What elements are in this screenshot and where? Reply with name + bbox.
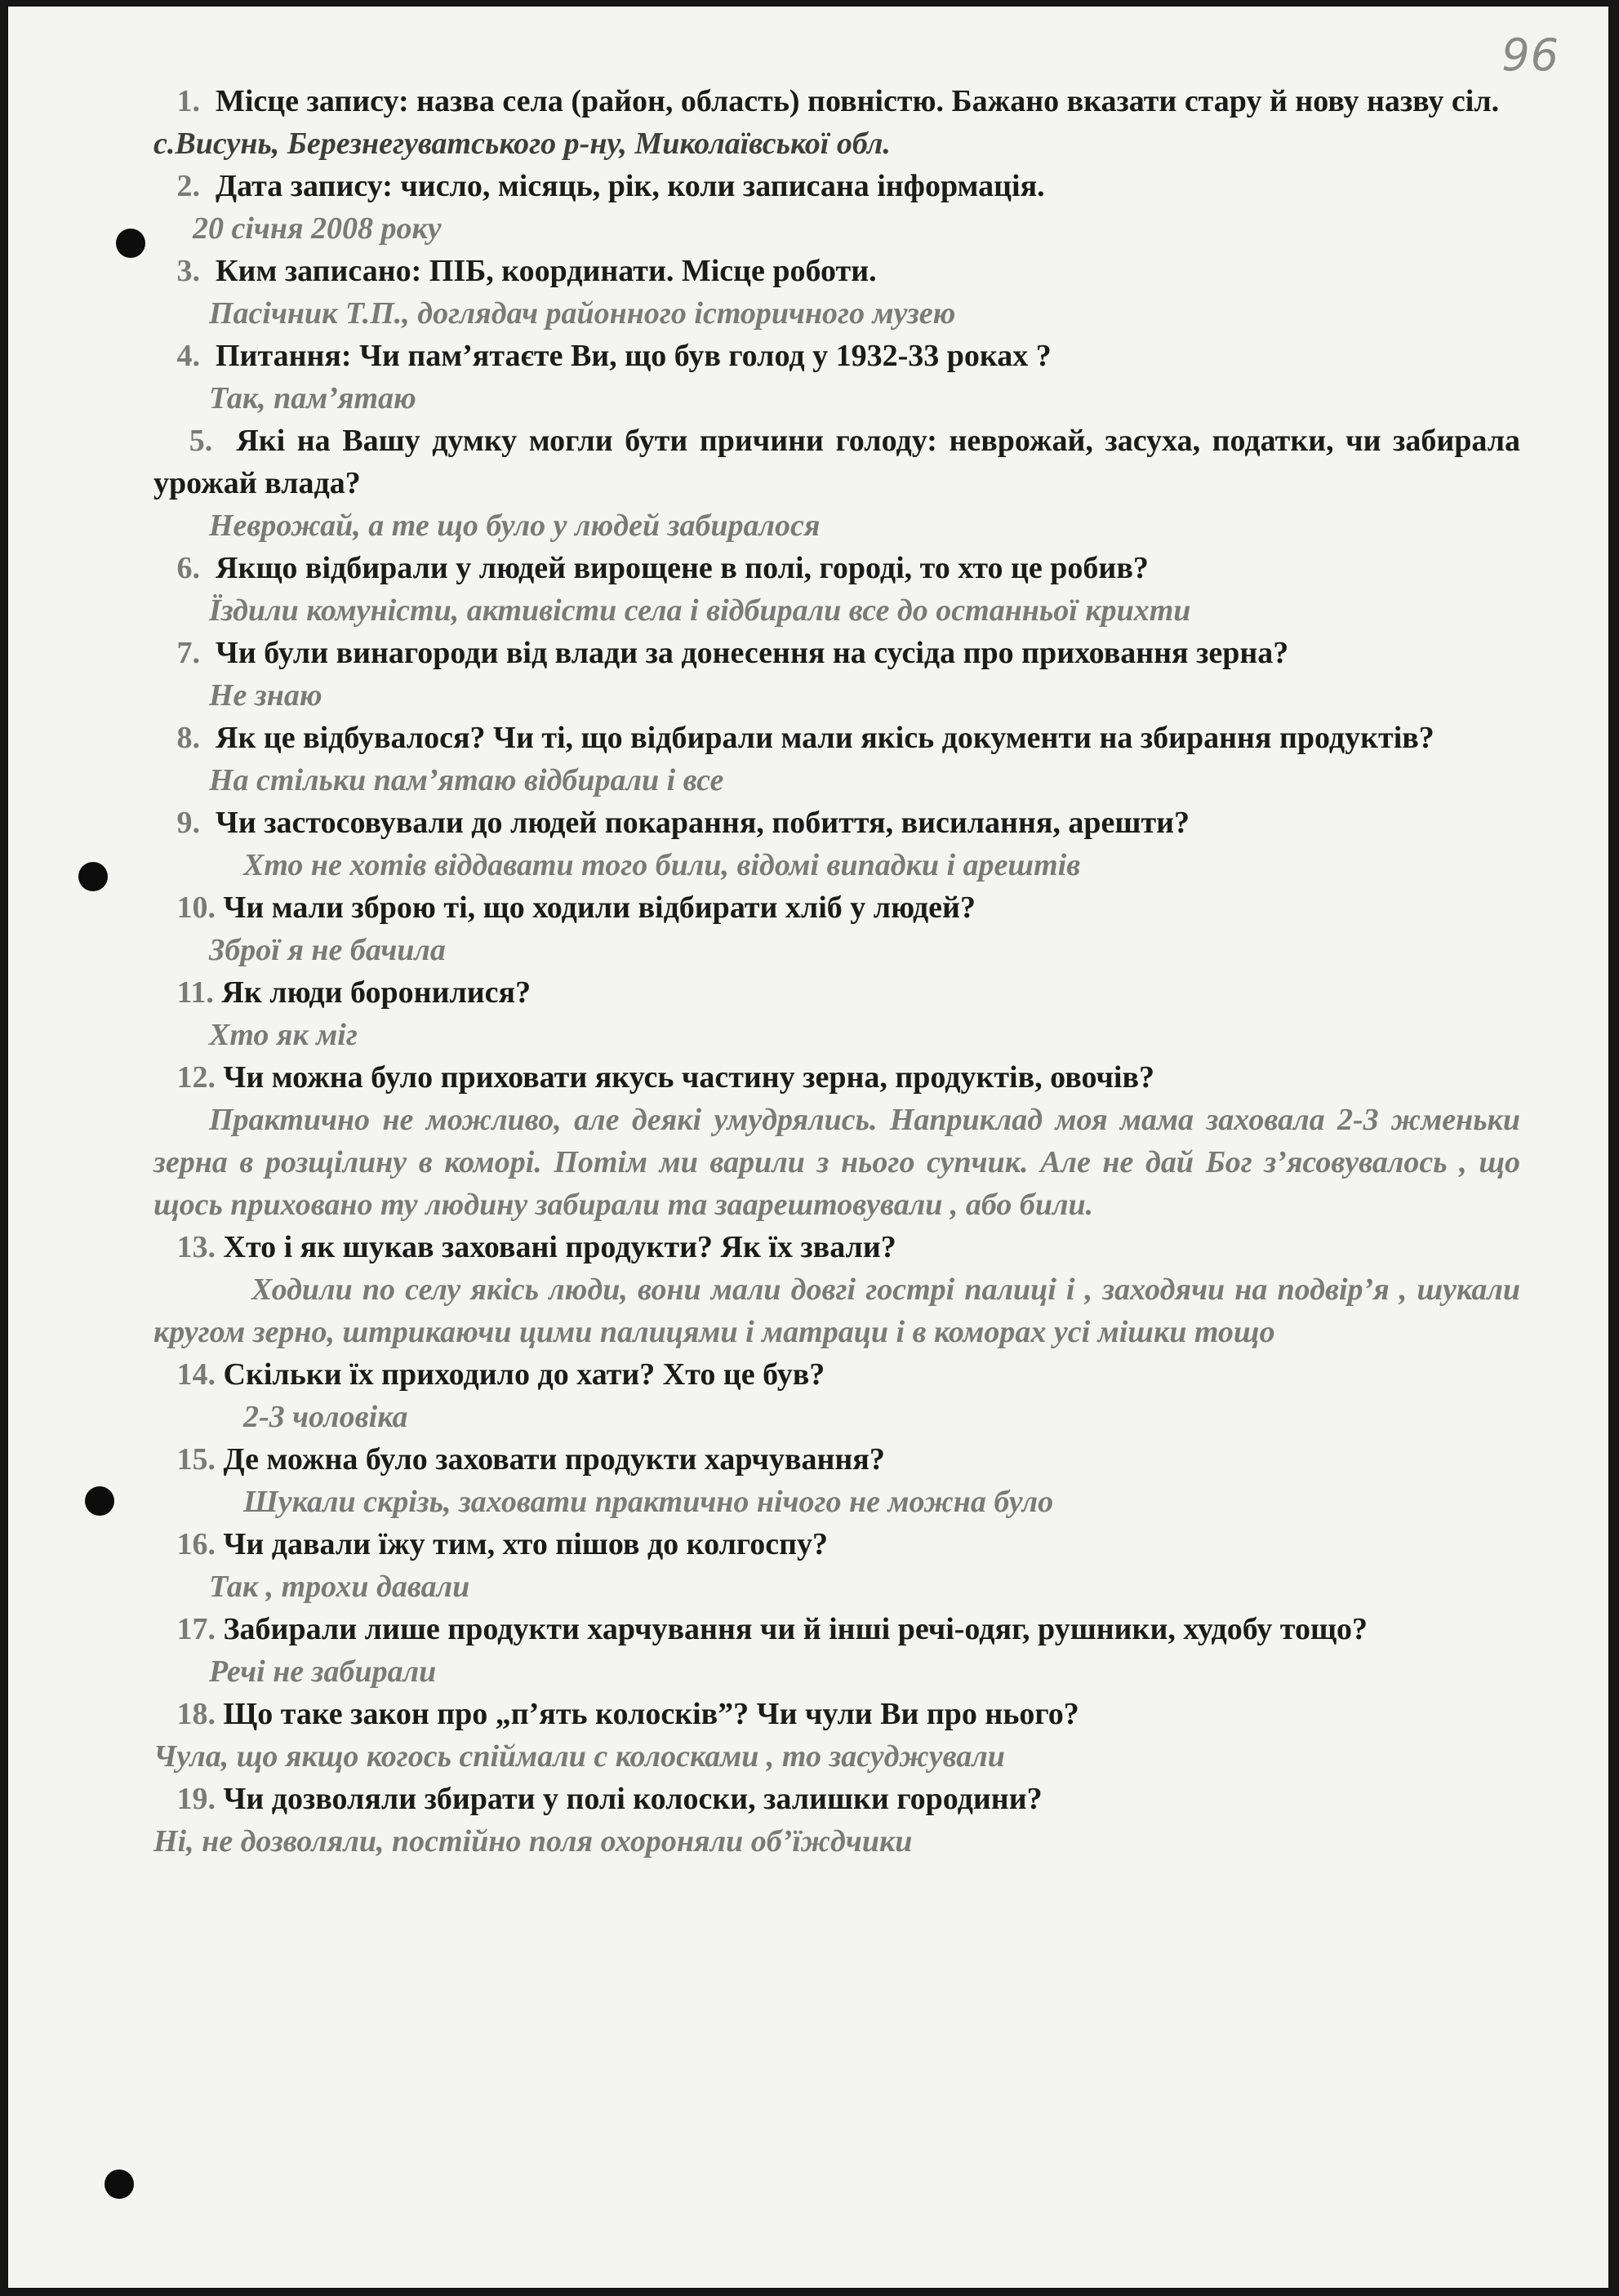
answer-16: Так , трохи давали <box>209 1570 470 1604</box>
answer-8: На стільки пам’ятаю відбирали і все <box>209 763 724 797</box>
page-number: 96 <box>1501 29 1559 81</box>
question-19: 19. Чи дозволяли збирати у полі колоски, залишки городини? <box>176 1782 1043 1816</box>
answer-14: 2-3 чоловіка <box>243 1400 408 1434</box>
question-2: 2. Дата запису: число, місяць, рік, коли записана інформація. <box>176 169 1045 203</box>
answer-4: Так, пам’ятаю <box>209 381 416 415</box>
answer-10: Зброї я не бачила <box>209 933 446 967</box>
answer-9: Хто не хотів віддавати того били, відомі випадки і арештів <box>243 848 1081 882</box>
answer-17: Речі не забирали <box>209 1654 437 1689</box>
answer-5: Неврожай, а те що було у людей забиралося <box>209 508 821 543</box>
question-16: 16. Чи давали їжу тим, хто пішов до колгоспу? <box>176 1527 828 1561</box>
question-6: 6. Якщо відбирали у людей вирощене в полі, городі, то хто це робив? <box>176 551 1149 585</box>
question-15: 15. Де можна було заховати продукти харчування? <box>176 1442 885 1477</box>
answer-13: Ходили по селу якісь люди, вони мали довгі гострі палиці і , заходячи на подвір’я , шукали кругом зерно, штрикаючи цими палицями і матраци і в коморах усі мішки тощо <box>153 1272 1520 1349</box>
question-1: 1. Місце запису: назва села (район, область) повністю. Бажано вказати стару й нову назву сіл. <box>176 84 1500 118</box>
answer-3: Пасічник Т.П., доглядач районного історичного музею <box>209 296 956 331</box>
question-9: 9. Чи застосовували до людей покарання, побиття, висилання, арешти? <box>176 806 1190 840</box>
answer-19: Ні, не дозволяли, постійно поля охороняли об’їждчики <box>153 1824 913 1859</box>
question-17: 17. Забирали лише продукти харчування чи й інші речі-одяг, рушники, худобу тощо? <box>176 1612 1368 1646</box>
answer-18: Чула, що якщо когось спіймали с колосками , то засуджували <box>153 1739 1005 1774</box>
answer-11: Хто як міг <box>209 1018 358 1052</box>
answer-7: Не знаю <box>209 678 322 713</box>
question-8: 8. Як це відбувалося? Чи ті, що відбирали мали якісь документи на збирання продуктів? <box>176 721 1434 755</box>
question-4: 4. Питання: Чи пам’ятаєте Ви, що був голод у 1932-33 роках ? <box>176 339 1052 373</box>
questionnaire <box>153 80 1520 1863</box>
punch-hole-1 <box>116 229 145 258</box>
answer-2: 20 січня 2008 року <box>193 211 442 246</box>
question-3: 3. Ким записано: ПІБ, координати. Місце роботи. <box>176 254 877 288</box>
question-13: 13. Хто і як шукав заховані продукти? Як їх звали? <box>176 1230 896 1264</box>
answer-15: Шукали скрізь, заховати практично нічого не можна було <box>243 1485 1054 1519</box>
question-10: 10. Чи мали зброю ті, що ходили відбирати хліб у людей? <box>176 890 976 925</box>
answer-6: Їздили комуністи, активісти села і відбирали все до останньої крихти <box>209 593 1191 628</box>
answer-1: с.Висунь, Березнегуватського р-ну, Миколаївської обл. <box>153 127 891 161</box>
question-7: 7. Чи були винагороди від влади за донесення на сусіда про приховання зерна? <box>176 636 1289 670</box>
punch-hole-3 <box>85 1486 114 1516</box>
question-18: 18. Що таке закон про „п’ять колосків”? Чи чули Ви про нього? <box>176 1697 1079 1731</box>
question-5: 5. Які на Вашу думку могли бути причини голоду: неврожай, засуха, податки, чи забирала урожай влада? <box>153 424 1521 500</box>
answer-12: Практично не можливо, але деякі умудрялись. Наприклад моя мама заховала 2-3 жменьки зерна в розщілину в коморі. Потім ми варили з нього супчик. Але не дай Бог з’ясовувалось , що щось приховано ту людину забирали та заарештовували , або били. <box>153 1103 1520 1222</box>
document-page <box>8 7 1608 2288</box>
question-11: 11. Як люди боронилися? <box>176 975 532 1010</box>
question-14: 14. Скільки їх приходило до хати? Хто це був? <box>176 1357 825 1392</box>
punch-hole-4 <box>105 2169 134 2199</box>
question-12: 12. Чи можна було приховати якусь частину зерна, продуктів, овочів? <box>176 1060 1154 1095</box>
punch-hole-2 <box>78 862 108 891</box>
